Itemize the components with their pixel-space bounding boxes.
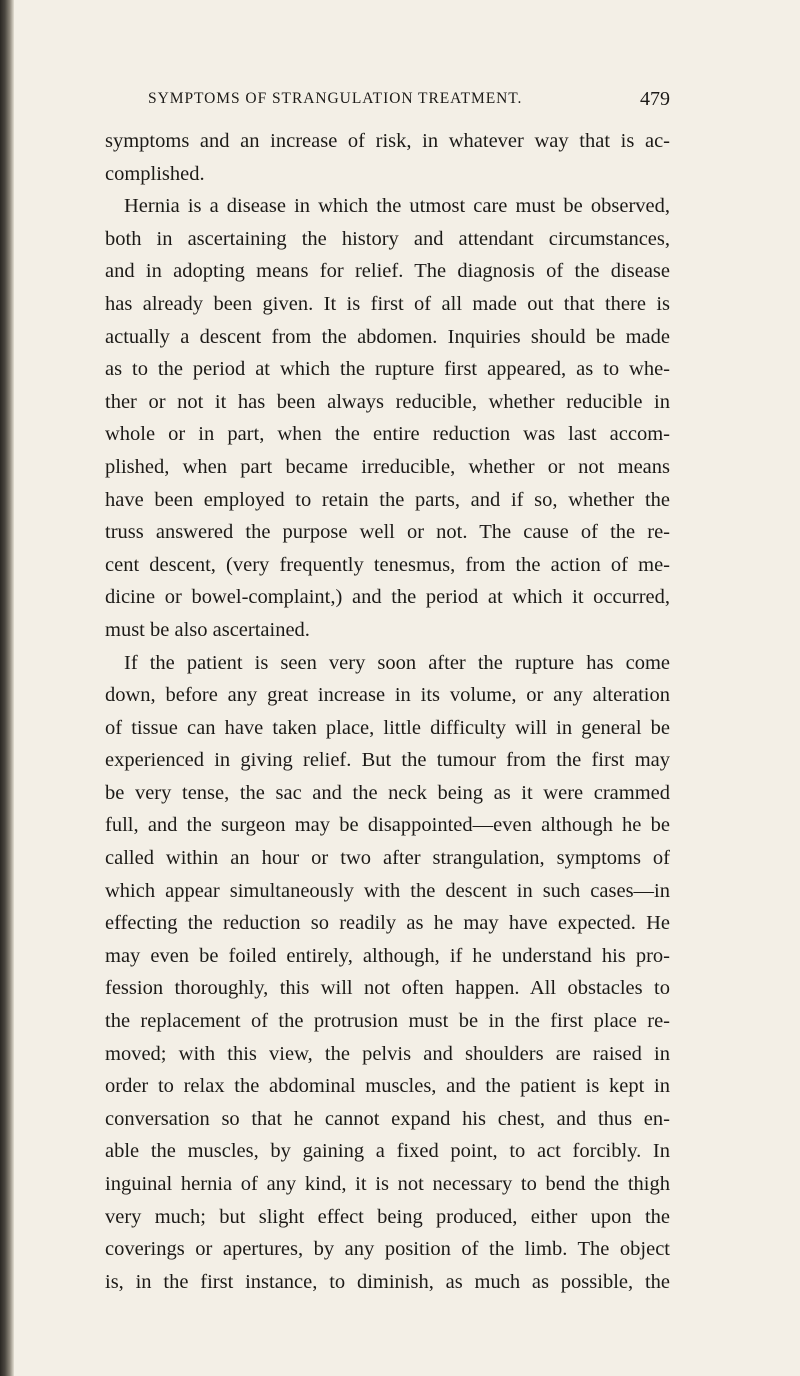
text-line: full, and the surgeon may be disappointed—even although he be: [105, 814, 670, 837]
page-number: 479: [640, 88, 670, 110]
text-line: dicine or bowel-complaint,) and the period at which it occurred,: [105, 586, 670, 609]
text-line: cent descent, (very frequently tenesmus, from the action of me-: [105, 553, 670, 576]
body-text: [105, 125, 670, 1298]
text-line: actually a descent from the abdomen. Inquiries should be made: [105, 325, 670, 348]
text-line: inguinal hernia of any kind, it is not necessary to bend the thigh: [105, 1173, 670, 1195]
text-line: has already been given. It is first of all made out that there is: [105, 292, 670, 315]
text-line: Hernia is a disease in which the utmost care must be observed,: [124, 195, 670, 218]
text-line: the replacement of the protrusion must be in the first place re-: [105, 1010, 670, 1033]
text-line: able the muscles, by gaining a fixed point, to act forcibly. In: [105, 1140, 670, 1163]
text-line: is, in the first instance, to diminish, as much as possible, the: [105, 1270, 670, 1293]
text-line: experienced in giving relief. But the tumour from the first may: [105, 749, 670, 772]
running-head: SYMPTOMS OF STRANGULATION TREATMENT.: [148, 90, 523, 107]
page-header: [148, 88, 670, 112]
text-line: complished.: [105, 162, 205, 185]
text-line: which appear simultaneously with the descent in such cases—in: [105, 879, 670, 902]
text-line: ther or not it has been always reducible, whether reducible in: [105, 390, 670, 413]
text-line: very much; but slight effect being produced, either upon the: [105, 1205, 670, 1228]
text-line: fession thoroughly, this will not often happen. All obstacles to: [105, 977, 670, 1000]
text-line: of tissue can have taken place, little difficulty will in general be: [105, 716, 670, 739]
text-line: If the patient is seen very soon after the rupture has come: [124, 651, 670, 674]
text-line: coverings or apertures, by any position of the limb. The object: [105, 1238, 670, 1261]
text-line: down, before any great increase in its volume, or any alteration: [105, 684, 670, 707]
text-line: symptoms and an increase of risk, in whatever way that is ac-: [105, 130, 670, 152]
text-line: be very tense, the sac and the neck being as it were crammed: [105, 781, 670, 804]
text-line: both in ascertaining the history and attendant circumstances,: [105, 227, 670, 250]
text-line: plished, when part became irreducible, whether or not means: [105, 455, 670, 478]
book-binding-edge: [0, 0, 14, 1376]
text-line: moved; with this view, the pelvis and shoulders are raised in: [105, 1042, 670, 1065]
text-line: order to relax the abdominal muscles, and the patient is kept in: [105, 1075, 670, 1098]
text-line: called within an hour or two after strangulation, symptoms of: [105, 847, 670, 870]
text-line: effecting the reduction so readily as he may have expected. He: [105, 912, 670, 935]
text-line: truss answered the purpose well or not. The cause of the re-: [105, 521, 670, 544]
text-line: have been employed to retain the parts, and if so, whether the: [105, 488, 670, 511]
text-line: may even be foiled entirely, although, if he understand his pro-: [105, 944, 670, 967]
text-line: whole or in part, when the entire reduction was last accom-: [105, 423, 670, 446]
text-line: as to the period at which the rupture first appeared, as to whe-: [105, 358, 670, 381]
text-line: conversation so that he cannot expand his chest, and thus en-: [105, 1107, 670, 1130]
text-line: must be also ascertained.: [105, 618, 310, 641]
text-line: and in adopting means for relief. The diagnosis of the disease: [105, 260, 670, 283]
